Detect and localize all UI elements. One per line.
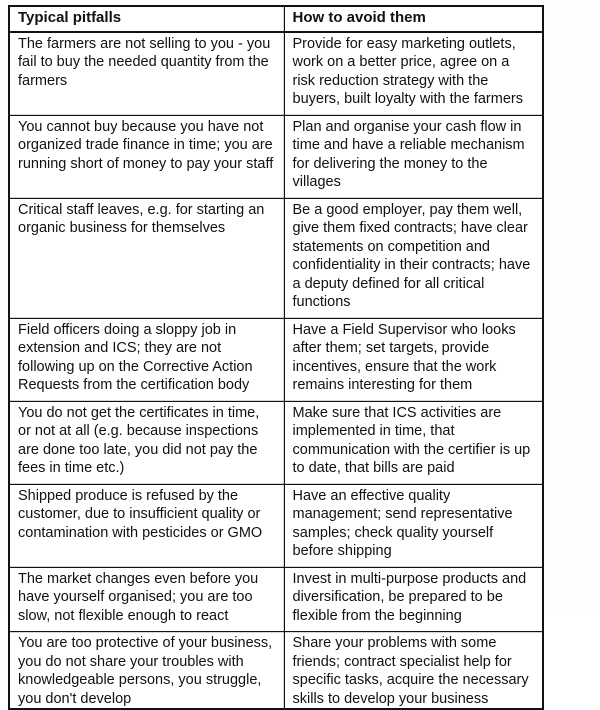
pitfall-cell: Shipped produce is refused by the customer, due to insufficient quality or contamination with pesticides or GMO (9, 484, 284, 567)
pitfall-cell: You cannot buy because you have not organized trade finance in time; you are running short of money to pay your staff (9, 115, 284, 198)
table-row (9, 115, 543, 198)
avoid-cell: Provide for easy marketing outlets, work on a better price, agree on a risk reduction strategy with the buyers, built loyalty with the farmers (284, 32, 543, 116)
avoid-cell: Be a good employer, pay them well, give them fixed contracts; have clear statements on competition and confidentiality in their contracts; have a deputy defined for all critical functions (284, 198, 543, 318)
table-row (9, 401, 543, 484)
table-row (9, 567, 543, 632)
avoid-cell: Have a Field Supervisor who looks after them; set targets, provide incentives, ensure that the work remains interesting for them (284, 318, 543, 401)
pitfall-cell: Field officers doing a sloppy job in extension and ICS; they are not following up on the Corrective Action Requests from the certification body (9, 318, 284, 401)
header-how-to-avoid: How to avoid them (284, 6, 543, 32)
header-row (9, 6, 543, 32)
pitfall-cell: You do not get the certificates in time, or not at all (e.g. because inspections are done too late, you did not pay the fees in time etc.) (9, 401, 284, 484)
pitfall-cell: The market changes even before you have yourself organised; you are too slow, not flexible enough to react (9, 567, 284, 632)
pitfall-cell: You are too protective of your business, you do not share your troubles with knowledgeable persons, you struggle, you don't develop (9, 632, 284, 710)
table-row (9, 632, 543, 710)
avoid-cell: Have an effective quality management; send representative samples; check quality yourself before shipping (284, 484, 543, 567)
avoid-cell: Share your problems with some friends; contract specialist help for specific tasks, acquire the necessary skills to develop your business (284, 632, 543, 710)
table-body (9, 32, 543, 710)
pitfall-cell: Critical staff leaves, e.g. for starting an organic business for themselves (9, 198, 284, 318)
header-typical-pitfalls: Typical pitfalls (9, 6, 284, 32)
avoid-cell: Plan and organise your cash flow in time and have a reliable mechanism for delivering the money to the villages (284, 115, 543, 198)
table-row (9, 32, 543, 116)
table-row (9, 318, 543, 401)
table-row (9, 198, 543, 318)
avoid-cell: Invest in multi-purpose products and diversification, be prepared to be flexible from the beginning (284, 567, 543, 632)
avoid-cell: Make sure that ICS activities are implemented in time, that communication with the certifier is up to date, that bills are paid (284, 401, 543, 484)
pitfall-cell: The farmers are not selling to you - you fail to buy the needed quantity from the farmers (9, 32, 284, 116)
table-row (9, 484, 543, 567)
pitfalls-table (8, 5, 544, 710)
table-header (9, 6, 543, 32)
